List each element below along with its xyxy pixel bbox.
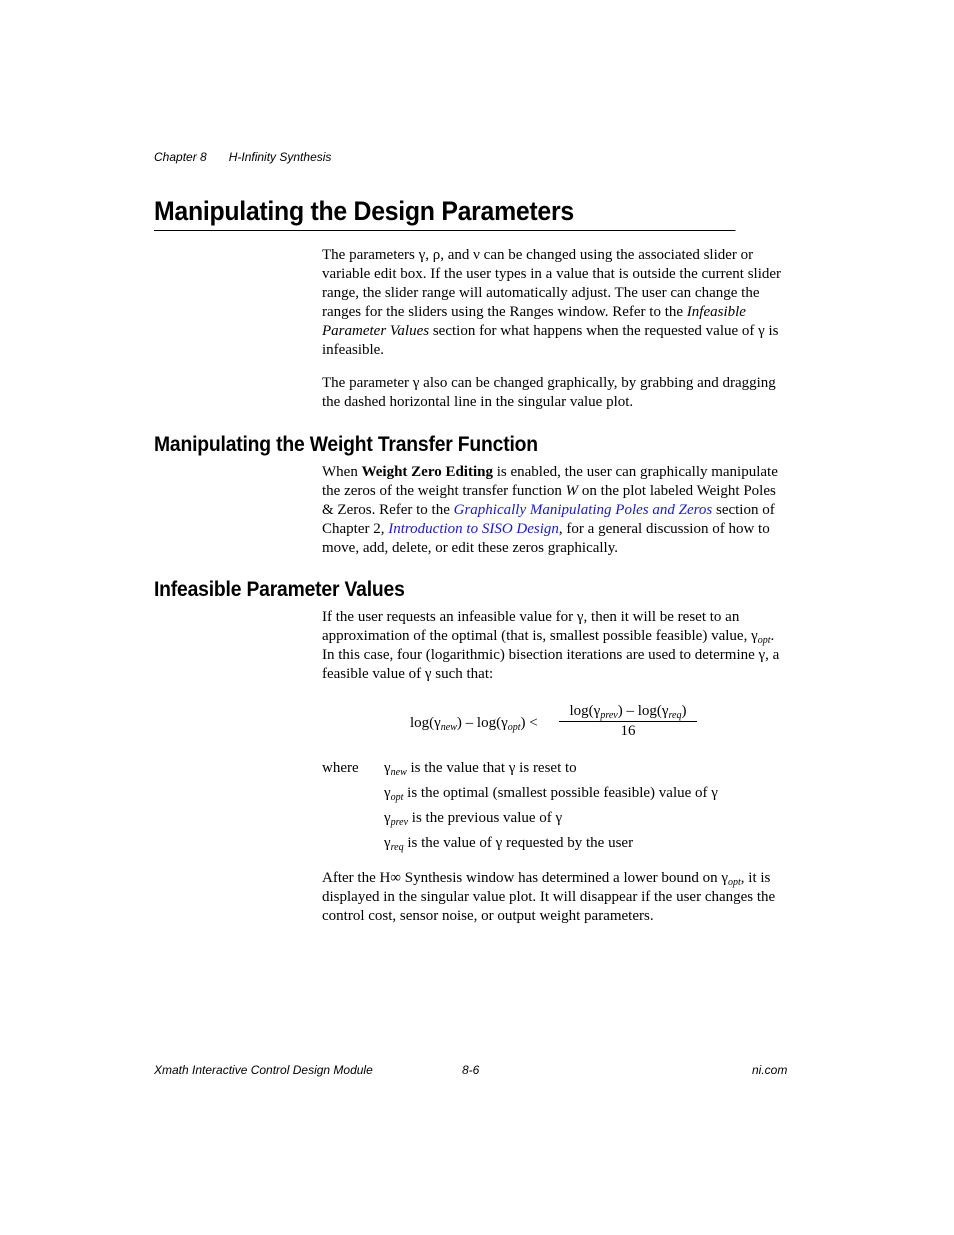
weight-w-symbol: W xyxy=(565,483,579,499)
page-number: 8-6 xyxy=(462,1063,480,1077)
running-header xyxy=(154,150,331,164)
definition-item xyxy=(384,835,718,860)
eq-sub-prev: prev xyxy=(600,710,618,721)
definition-item xyxy=(384,785,718,810)
lower-bound-text-a: After the H∞ Synthesis window has determined a lower bound on γ xyxy=(322,870,728,886)
infeasible-reference: Infeasible Parameter Values xyxy=(322,304,746,339)
infeasible-paragraph-2 xyxy=(322,869,786,926)
eq-num-c: ) xyxy=(681,703,687,719)
def-symbol: γ xyxy=(384,785,391,801)
weight-heading: Manipulating the Weight Transfer Function xyxy=(154,433,538,456)
def-symbol: γ xyxy=(384,810,391,826)
weight-text-d: section of Chapter 2, xyxy=(322,502,775,537)
def-text: is the value of γ requested by the user xyxy=(403,835,634,851)
symbol-definitions xyxy=(384,760,718,860)
intro-paragraph-1 xyxy=(322,246,786,360)
def-subscript: new xyxy=(390,767,407,778)
def-text: is the previous value of γ xyxy=(408,810,563,826)
header-section: H-Infinity Synthesis xyxy=(228,150,332,164)
eq-sub-req: req xyxy=(668,710,682,721)
def-subscript: req xyxy=(390,842,404,853)
infeasible-text-b: . In this case, four (logarithmic) bisection iterations are used to determine γ, a feasible value of γ such that: xyxy=(322,628,780,682)
weight-zero-editing-label: Weight Zero Editing xyxy=(361,464,493,480)
lower-bound-text-b: , it is displayed in the singular value plot. It will disappear if the user changes the control cost, sensor noise, or output weight parameters. xyxy=(322,870,776,924)
def-symbol: γ xyxy=(384,760,391,776)
eq-lhs-a: log(γ xyxy=(410,715,441,731)
infeasible-heading: Infeasible Parameter Values xyxy=(154,578,405,601)
equation-denominator: 16 xyxy=(620,723,636,739)
footer-site: ni.com xyxy=(752,1063,788,1077)
weight-text-c: on the plot labeled Weight Poles & Zeros. Refer to the xyxy=(322,483,776,518)
def-subscript: prev xyxy=(390,817,409,828)
eq-lhs-c: ) < xyxy=(520,715,538,731)
page-title: Manipulating the Design Parameters xyxy=(154,196,735,231)
definition-item xyxy=(384,810,718,835)
footer-title: Xmath Interactive Control Design Module xyxy=(154,1063,373,1077)
weight-paragraph xyxy=(322,463,786,558)
header-chapter: Chapter 8 xyxy=(154,150,207,164)
siso-design-link[interactable]: Introduction to SISO Design xyxy=(388,521,559,537)
definition-item xyxy=(384,760,718,785)
gamma-opt-subscript-2: opt xyxy=(728,877,741,888)
weight-text-b: is enabled, the user can graphically manipulate the zeros of the weight transfer function xyxy=(322,464,778,499)
eq-lhs-b: ) – log(γ xyxy=(456,715,508,731)
where-label: where xyxy=(322,760,359,776)
equation-fraction xyxy=(559,703,697,740)
infeasible-text-a: If the user requests an infeasible value for γ, then it will be reset to an approximation of the optimal (that is, smallest possible feasible) value, γ xyxy=(322,609,758,644)
poles-zeros-link[interactable]: Graphically Manipulating Poles and Zeros xyxy=(453,502,713,518)
def-symbol: γ xyxy=(384,835,391,851)
def-text: is the optimal (smallest possible feasible) value of γ xyxy=(403,785,718,801)
infeasible-paragraph-1 xyxy=(322,608,786,684)
def-subscript: opt xyxy=(390,792,404,803)
weight-text-e: , for a general discussion of how to move, add, delete, or edit these zeros graphically. xyxy=(322,521,770,556)
intro-text-b: section for what happens when the requested value of γ is infeasible. xyxy=(322,323,779,358)
eq-num-b: ) – log(γ xyxy=(617,703,669,719)
equation-numerator xyxy=(559,703,697,722)
intro-text-a: The parameters γ, ρ, and ν can be changed using the associated slider or variable edit box. If the user types in a value that is outside the current slider range, the slider range will automatically adjust. The user can change the ranges for the sliders using the Ranges window. Refer to the xyxy=(322,247,782,320)
intro-paragraph-2: The parameter γ also can be changed graphically, by grabbing and dragging the dashed horizontal line in the singular value plot. xyxy=(322,375,776,410)
gamma-opt-subscript: opt xyxy=(757,635,771,646)
eq-sub-opt: opt xyxy=(507,722,521,733)
eq-num-a: log(γ xyxy=(569,703,601,719)
def-text: is the value that γ is reset to xyxy=(406,760,577,776)
weight-text-a: When xyxy=(322,464,362,480)
equation-lhs xyxy=(410,715,538,732)
eq-sub-new: new xyxy=(440,722,457,733)
